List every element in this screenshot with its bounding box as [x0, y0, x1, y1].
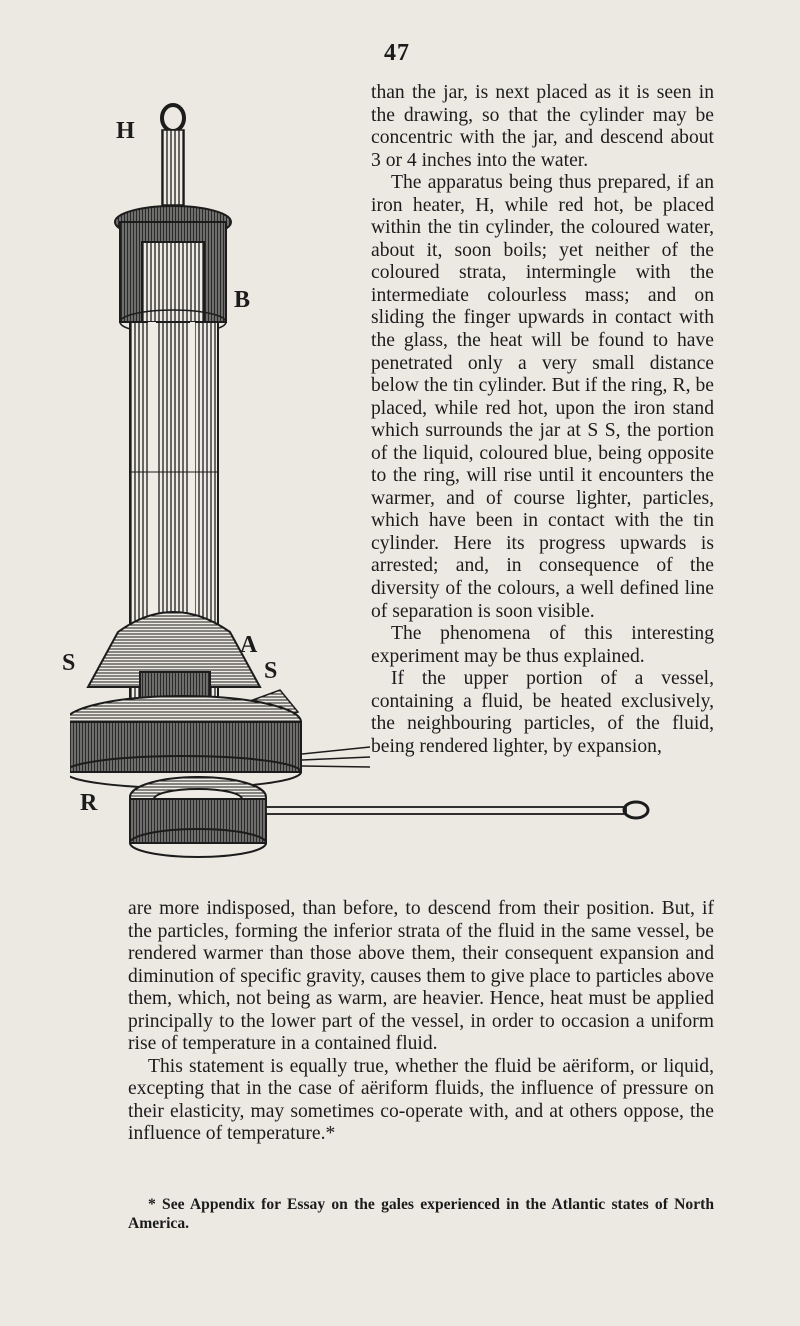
tin-cylinder	[115, 206, 231, 334]
paragraph: If the upper portion of a vessel, containing a fluid, be heated exclusively, the neighbouring particles, of the fluid, being rendered lighter, by expansion,	[371, 668, 714, 757]
paragraph: are more indisposed, than before, to descend from their position. But, if the particles, forming the inferior strata of the fluid in the same vessel, be rendered warmer than those above them, their consequent expansion and diminution of specific gravity, causes them to give place to particles above them, which, not being as warm, are heavier. Hence, heat must be applied principally to the lower part of the vessel, in order to occasion a uniform rise of temperature in a contained fluid.	[128, 898, 714, 1055]
heater-handle	[162, 105, 184, 205]
label-r: R	[80, 790, 98, 816]
label-b: B	[234, 287, 251, 313]
label-h: H	[116, 118, 135, 144]
label-s-right: S	[264, 658, 278, 684]
paragraph: This statement is equally true, whether the fluid be aëriform, or liquid, excepting that in the case of aëriform fluids, the influence of pressure on their elasticity, may sometimes co-operate with, and at others oppose, the influence of temperature.*	[128, 1055, 714, 1145]
label-s-left: S	[62, 650, 76, 676]
paragraph: than the jar, is next placed as it is seen in the drawing, so that the cylinder may be concentric with the jar, and descend about 3 or 4 inches into the water.	[371, 82, 714, 171]
base-plate	[70, 696, 370, 788]
full-width-text	[128, 898, 714, 1146]
page-number: 47	[384, 40, 410, 66]
side-column-text	[371, 82, 714, 758]
footnote	[128, 1195, 714, 1233]
footnote-text: * See Appendix for Essay on the gales experienced in the Atlantic states of North America.	[128, 1196, 714, 1232]
heated-ring	[130, 777, 648, 857]
paragraph: The apparatus being thus prepared, if an iron heater, H, while red hot, be placed within the tin cylinder, the coloured water, about it, soon boils; yet neither of the coloured strata, intermingle with the intermediate colourless mass; and on sliding the finger upwards in contact with the glass, the heat will be found to have penetrated only a very small distance below the tin cylinder. But if the ring, R, be placed, while red hot, upon the iron stand which surrounds the jar at S S, the portion of the liquid, coloured blue, being opposite to the ring, will rise until it encounters the warmer, and of course lighter, particles, which have been in contact with the tin cylinder. Here its progress upwards is arrested; and, in consequence of the diversity of the colours, a well defined line of separation is soon visible.	[371, 172, 714, 622]
paragraph: The phenomena of this interesting experiment may be thus explained.	[371, 623, 714, 667]
label-a: A	[240, 632, 258, 658]
